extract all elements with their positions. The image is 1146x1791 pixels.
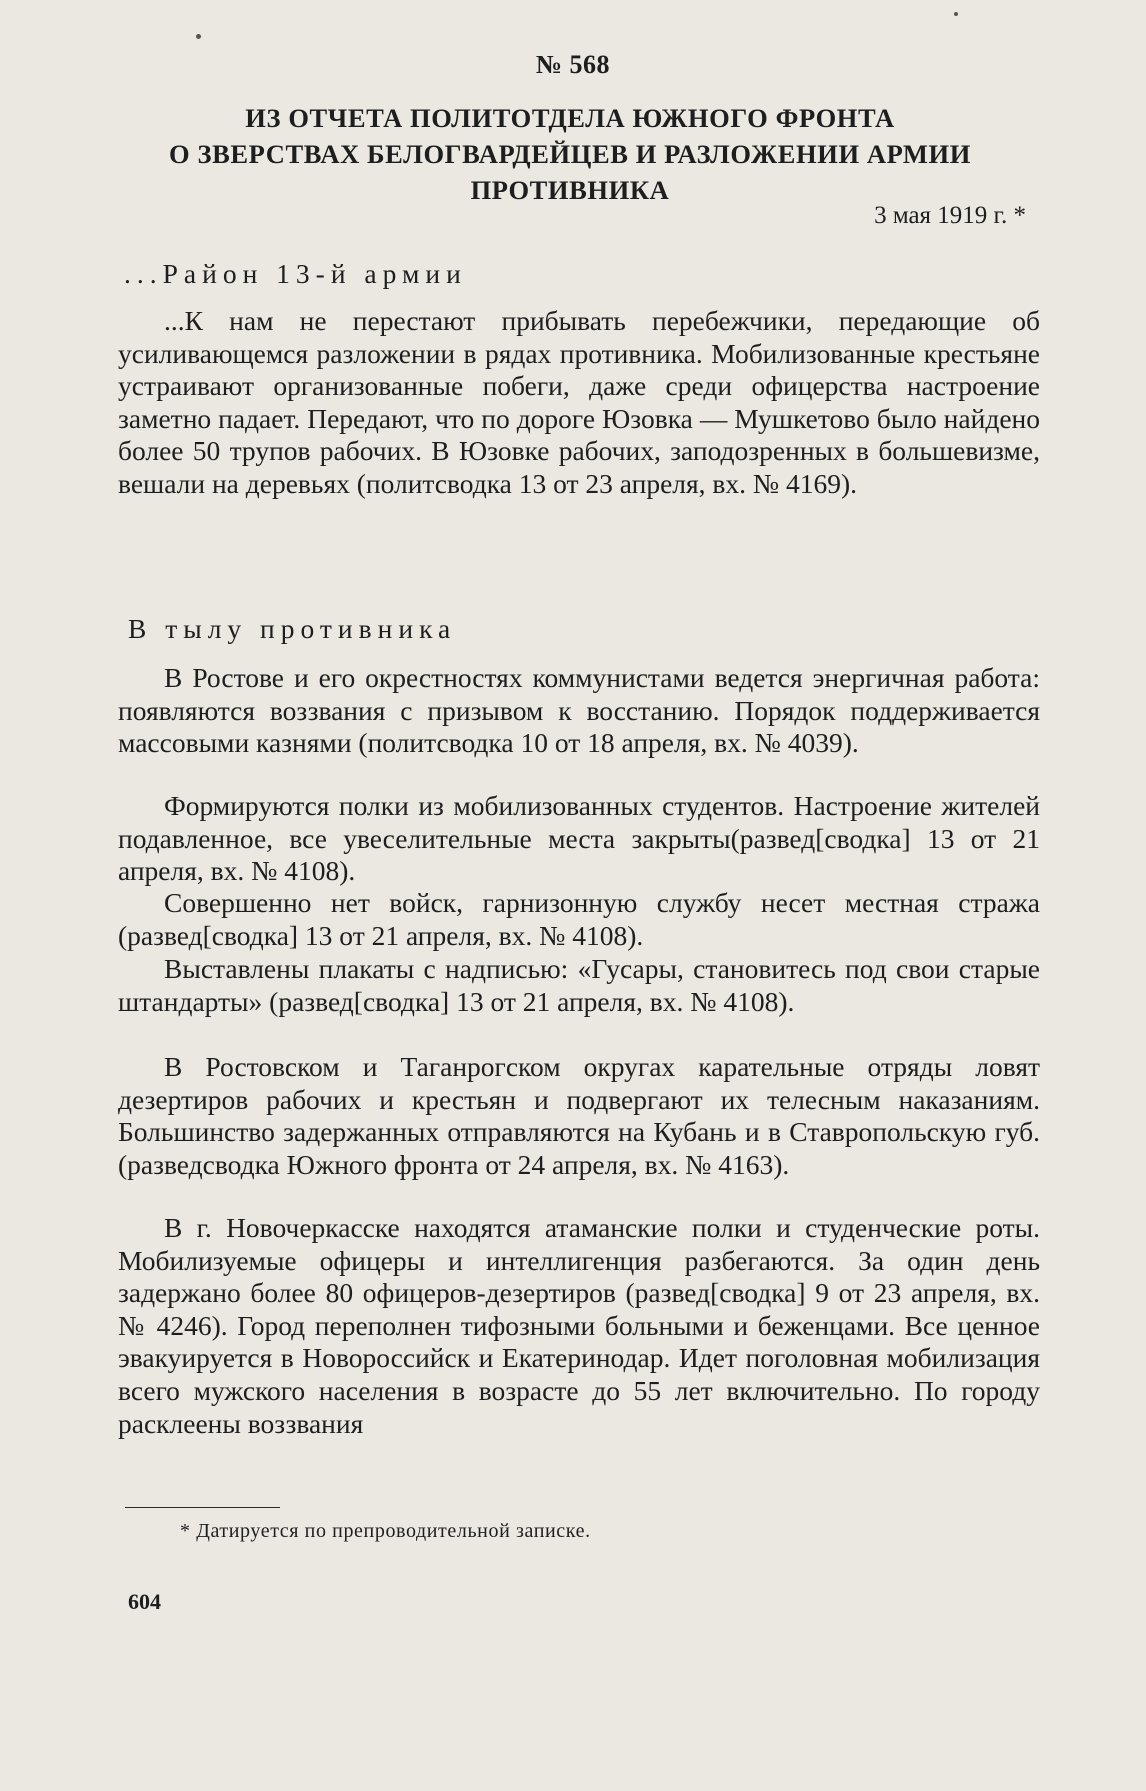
document-title: [130, 100, 1010, 208]
title-line: ПРОТИВНИКА: [470, 175, 670, 205]
print-speck: [196, 34, 201, 39]
paragraph-rostov: В Ростове и его окрестностях коммунистами ведется энергичная работа: появляются воззвания с призывом к восстанию. Порядок поддерживается массовыми казнями (политсводка 10 от 18 апреля, вх. № 4039).: [118, 662, 1040, 759]
document-number: № 568: [535, 50, 611, 79]
paragraph-defectors: ...К нам не перестают прибывать перебежчики, передающие об усиливающемся разложении в рядах противника. Мобилизованные крестьяне устраивают организованные побеги, даже среди офицерства настроение заметно падает. Передают, что по дороге Юзовка — Мушкетово было найдено более 50 трупов рабочих. В Юзовке рабочих, заподозренных в большевизме, вешали на деревьях (политсводка 13 от 23 апреля, вх. № 4169).: [118, 305, 1040, 499]
paragraph-novocherkassk: В г. Новочеркасске находятся атаманские полки и студенческие роты. Мобилизуемые офицеры и интеллигенция разбегаются. За один день задержано более 80 офицеров-дезертиров (развед[сводка] 9 от 23 апреля, вх. № 4246). Город переполнен тифозными больными и беженцами. Все ценное эвакуируется в Новороссийск и Екатеринодар. Идет поголовная мобилизация всего мужского населения в возрасте до 55 лет включительно. По городу расклеены воззвания: [118, 1212, 1040, 1439]
section-heading-enemy-rear: В тылу противника: [128, 613, 457, 644]
paragraph-students: Формируются полки из мобилизованных студентов. Настроение жителей подавленное, все увеселительные места закрыты(развед[сводка] 13 от 21 апреля, вх. № 4108).: [118, 790, 1040, 887]
footnote-divider: [125, 1507, 280, 1508]
print-speck: [954, 12, 958, 16]
paragraph-punitive-detachments: В Ростовском и Таганрогском округах карательные отряды ловят дезертиров рабочих и крестьян и подвергают их телесным наказаниям. Большинство задержанных отправляются на Кубань и в Ставропольскую губ. (разведсводка Южного фронта от 24 апреля, вх. № 4163).: [118, 1051, 1040, 1180]
section-heading-13th-army: ...Район 13-й армии: [124, 258, 467, 289]
paragraph-no-troops: Совершенно нет войск, гарнизонную службу несет местная стража (развед[сводка] 13 от 21 апреля, вх. № 4108).: [118, 887, 1040, 951]
page-number: 604: [128, 1589, 161, 1614]
paragraph-posters: Выставлены плакаты с надписью: «Гусары, становитесь под свои старые штандарты» (развед[сводка] 13 от 21 апреля, вх. № 4108).: [118, 953, 1040, 1017]
footnote: * Датируется по препроводительной записке.: [180, 1520, 591, 1542]
title-line: ИЗ ОТЧЕТА ПОЛИТОТДЕЛА ЮЖНОГО ФРОНТА: [245, 103, 895, 133]
document-date: 3 мая 1919 г. *: [874, 202, 1026, 229]
title-line: О ЗВЕРСТВАХ БЕЛОГВАРДЕЙЦЕВ И РАЗЛОЖЕНИИ АРМИИ: [169, 139, 971, 169]
